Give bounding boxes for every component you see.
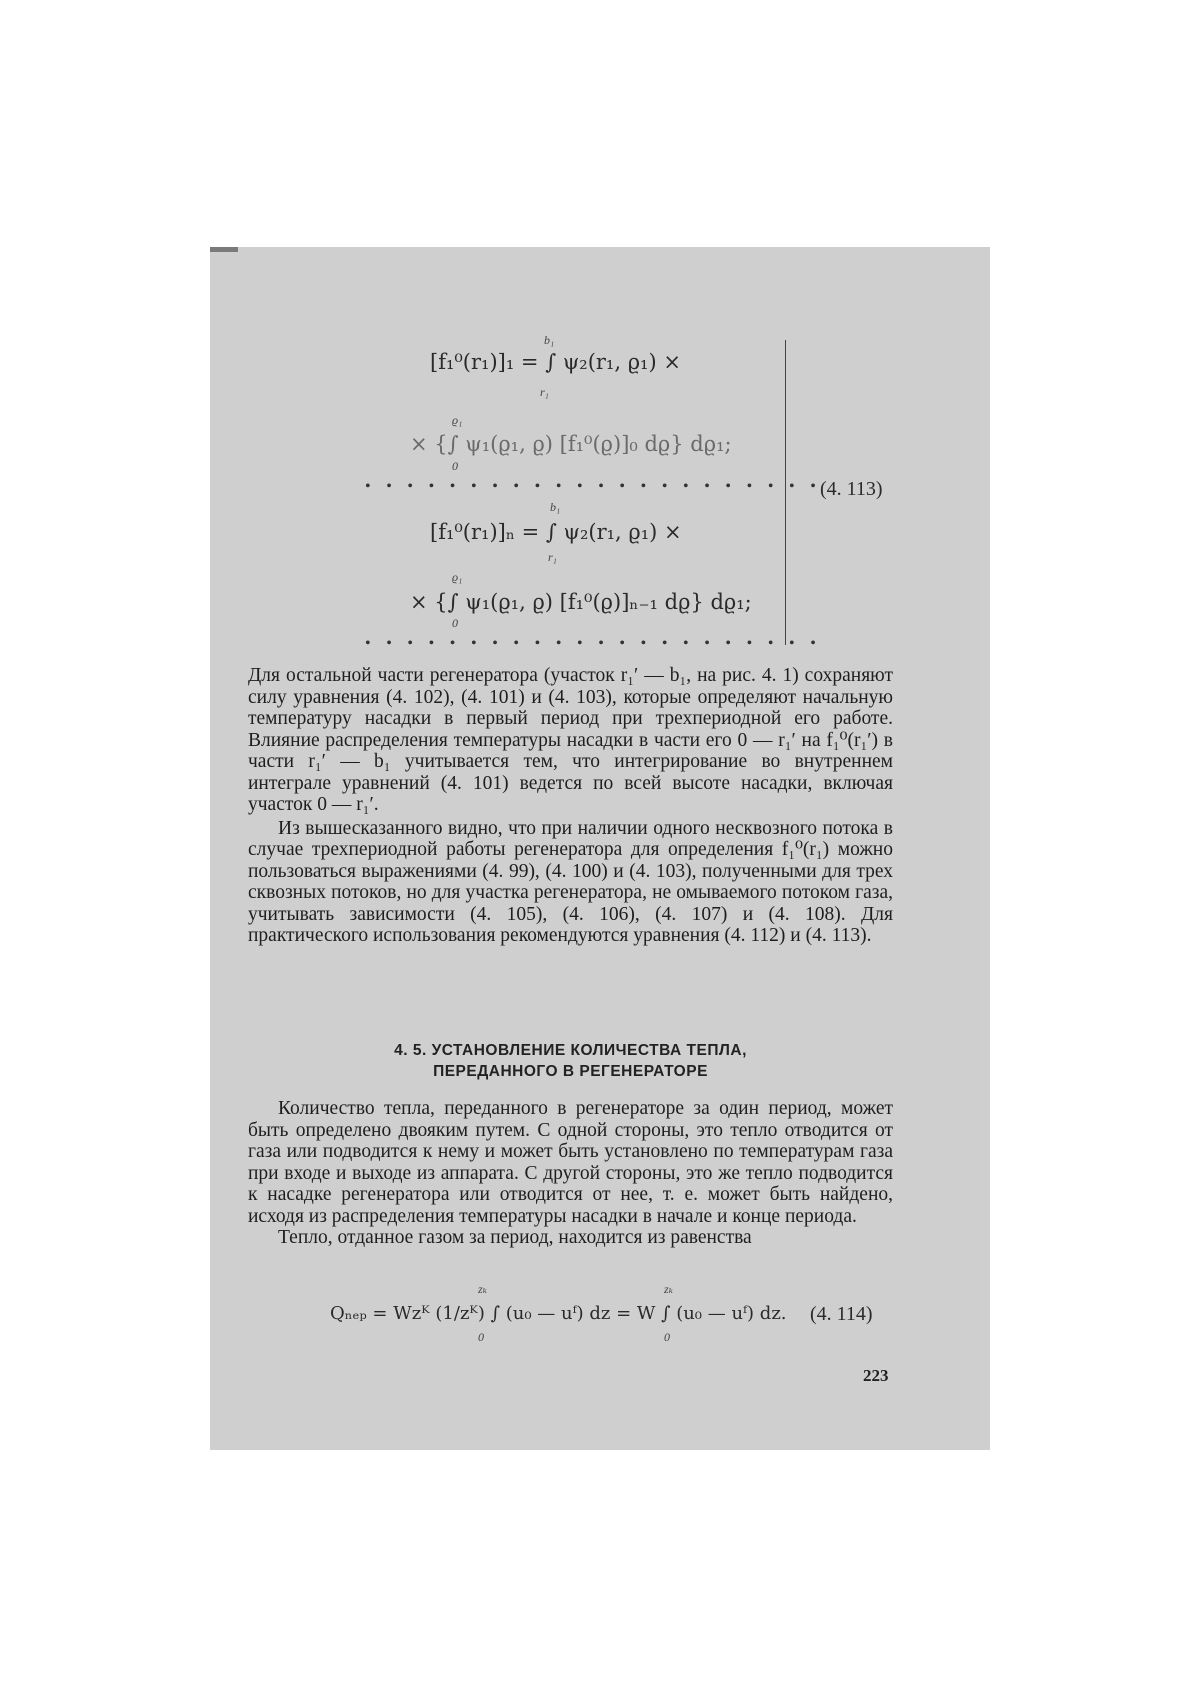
equation-number: (4. 114) bbox=[810, 1303, 873, 1325]
body-text-block-2 bbox=[248, 1098, 893, 1249]
equation-line: Qₙₑₚ = Wzᴷ (1/zᴷ) ∫ (u₀ — uᶠ) dz = W ∫ (u₀ — uᶠ) dz. bbox=[330, 1303, 787, 1324]
paragraph: Количество тепла, переданного в регенераторе за один период, может быть определено двояким путем. С одной стороны, это тепло отводится от газа или подводится к нему и может быть установлено по температурам газа при входе и выходе из аппарата. С другой стороны, это же тепло подводится к насадке регенератора или отводится от нее, т. е. может быть найдено, исходя из распределения температуры насадки в начале и конце периода. bbox=[248, 1098, 893, 1227]
integral-upper-limit: ϱ₁ bbox=[452, 413, 463, 427]
integral-upper-limit: b₁ bbox=[550, 500, 561, 514]
integral-lower-limit: 0 bbox=[664, 1330, 670, 1344]
system-bracket bbox=[775, 340, 786, 645]
equation-line-2: × {∫ ψ₁(ϱ₁, ϱ) [f₁⁰(ϱ)]₀ dϱ} dϱ₁; bbox=[410, 432, 732, 456]
heading-line-2: ПЕРЕДАННОГО В РЕГЕНЕРАТОРЕ bbox=[433, 1063, 708, 1080]
body-text-block-1 bbox=[248, 665, 893, 947]
integral-lower-limit: 0 bbox=[478, 1330, 484, 1344]
page-number: 223 bbox=[863, 1366, 889, 1385]
equation-line-1: [f₁⁰(r₁)]₁ = ∫ ψ₂(r₁, ϱ₁) × bbox=[430, 350, 681, 374]
integral-lower-limit: r₁ bbox=[548, 550, 557, 564]
paragraph: Тепло, отданное газом за период, находится из равенства bbox=[278, 1227, 752, 1248]
integral-upper-limit: zₖ bbox=[478, 1282, 488, 1296]
integral-lower-limit: 0 bbox=[452, 616, 458, 630]
section-heading bbox=[248, 1040, 893, 1082]
integral-upper-limit: zₖ bbox=[664, 1282, 674, 1296]
integral-upper-limit: b₁ bbox=[544, 333, 555, 347]
paragraph: Для остальной части регенератора (участок r₁′ — b₁, на рис. 4. 1) сохраняют силу уравнения (4. 102), (4. 101) и (4. 103), которые определяют начальную температуру насадки в первый период при трехпериодной его работе. Влияние распределения температуры насадки в части его 0 — r₁′ на f₁⁰(r₁′) в части r₁′ — b₁ учитывается тем, что интегрирование во внутреннем интеграле уравнений (4. 101) ведется по всей высоте насадки, включая участок 0 — r₁′. bbox=[248, 665, 893, 815]
equation-number: (4. 113) bbox=[820, 478, 883, 500]
equation-line-4: × {∫ ψ₁(ϱ₁, ϱ) [f₁⁰(ϱ)]ₙ₋₁ dϱ} dϱ₁; bbox=[410, 590, 752, 614]
ellipsis-row: •••••••••••••••••••••• bbox=[365, 635, 832, 652]
heading-line-1: 4. 5. УСТАНОВЛЕНИЕ КОЛИЧЕСТВА ТЕПЛА, bbox=[394, 1042, 747, 1059]
integral-lower-limit: 0 bbox=[452, 459, 458, 473]
integral-upper-limit: ϱ₁ bbox=[452, 570, 463, 584]
equation-line-3: [f₁⁰(r₁)]ₙ = ∫ ψ₂(r₁, ϱ₁) × bbox=[430, 520, 682, 544]
integral-lower-limit: r₁ bbox=[540, 385, 549, 399]
paragraph: Из вышесказанного видно, что при наличии одного несквозного потока в случае трехпериодной работы регенератора для определения f₁⁰(r₁) можно пользоваться выражениями (4. 99), (4. 100) и (4. 103), полученными для трех сквозных потоков, но для участка регенератора, не омываемого потоком газа, учитывать зависимости (4. 105), (4. 106), (4. 107) и (4. 108). Для практического использования рекомендуются уравнения (4. 112) и (4. 113). bbox=[248, 817, 893, 946]
ellipsis-row: •••••••••••••••••••••• bbox=[365, 478, 832, 495]
